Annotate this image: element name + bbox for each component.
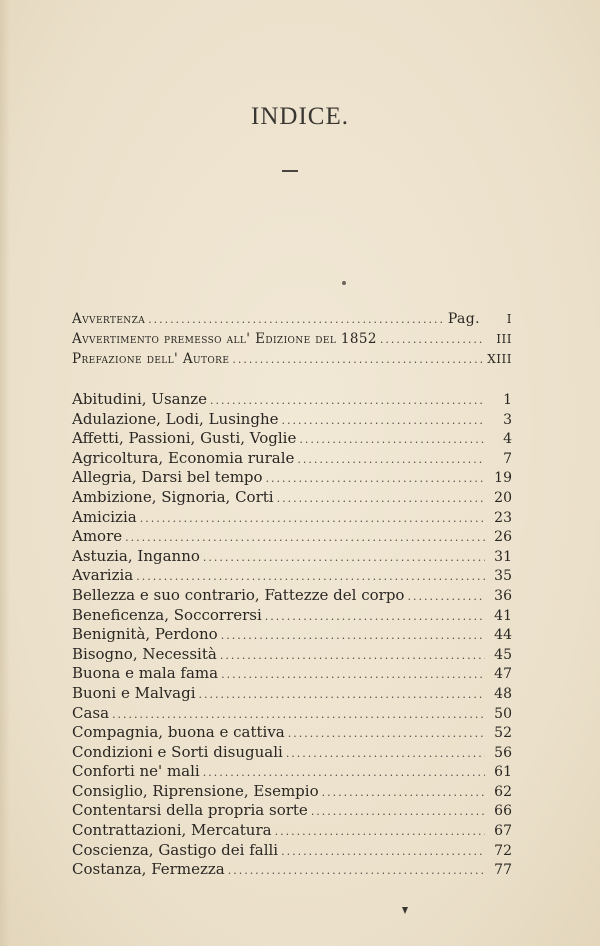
leader-dots <box>140 512 485 525</box>
leader-dots <box>281 414 485 427</box>
page-edge-shadow <box>0 0 10 946</box>
entry-label: Amicizia <box>72 507 137 526</box>
entry-label: Avarizia <box>72 566 134 585</box>
leader-dots <box>221 629 485 642</box>
index-entry <box>72 410 512 430</box>
entry-label: Ambizione, Signoria, Corti <box>72 487 274 506</box>
index-entry <box>72 821 512 841</box>
entry-label: Conforti ne' mali <box>72 762 200 781</box>
page-number: 77 <box>494 862 512 879</box>
entry-label: Abitudini, Usanze <box>72 390 208 408</box>
index-entry <box>72 390 512 410</box>
entry-label: Adulazione, Lodi, Lusinghe <box>72 409 279 428</box>
leader-dots <box>148 313 445 326</box>
index-entry <box>72 449 512 469</box>
index-entry <box>72 743 512 763</box>
index-entry <box>72 704 512 724</box>
leader-dots <box>232 353 484 366</box>
leader-dots <box>407 590 485 603</box>
front-matter-label: Avvertenza <box>72 311 146 327</box>
entry-label: Benignità, Perdono <box>72 625 218 644</box>
index-entry <box>72 625 512 645</box>
index-entry <box>72 860 512 880</box>
page-number: 36 <box>494 587 512 604</box>
index-entry <box>72 527 512 547</box>
leader-dots <box>203 766 485 779</box>
entry-label: Buona e mala fama <box>72 664 219 683</box>
leader-dots <box>380 333 485 346</box>
entry-label: Astuzia, Inganno <box>72 546 200 565</box>
front-matter-row <box>72 351 512 371</box>
front-matter-label: Prefazione dell' Autore <box>72 351 230 367</box>
entry-label: Costanza, Fermezza <box>72 860 225 879</box>
page-number: 44 <box>494 627 512 644</box>
index-entry <box>72 684 512 704</box>
page-number: 66 <box>494 803 512 820</box>
page-number: 50 <box>494 705 512 722</box>
leader-dots <box>199 688 485 701</box>
page-title: INDICE. <box>251 103 349 130</box>
index-entry <box>72 488 512 508</box>
page-number: 31 <box>494 548 512 565</box>
page-number: III <box>496 332 512 346</box>
page-number: 4 <box>503 431 512 448</box>
page-number: 1 <box>503 392 512 408</box>
leader-dots <box>228 864 485 877</box>
index-entry <box>72 782 512 802</box>
page-number: 72 <box>494 842 512 859</box>
page-number: 62 <box>494 783 512 800</box>
title-rule <box>282 170 298 172</box>
front-matter-row <box>72 311 512 331</box>
front-matter-row <box>72 331 512 351</box>
page-number: 45 <box>494 646 512 663</box>
index-entry <box>72 586 512 606</box>
page-number: 41 <box>494 607 512 624</box>
entry-label: Compagnia, buona e cattiva <box>72 723 285 742</box>
page-number: 23 <box>494 509 512 526</box>
index-entries-list <box>72 390 512 880</box>
leader-dots <box>281 845 485 858</box>
leader-dots <box>322 786 485 799</box>
index-entry <box>72 723 512 743</box>
page-number: 35 <box>494 568 512 585</box>
page-number: 52 <box>494 725 512 742</box>
leader-dots <box>112 708 485 721</box>
page-number: XIII <box>487 352 512 366</box>
entry-label: Coscienza, Gastigo dei falli <box>72 840 279 859</box>
leader-dots <box>125 531 485 544</box>
index-entry <box>72 801 512 821</box>
entry-label: Contrattazioni, Mercatura <box>72 821 272 840</box>
entry-label: Affetti, Passioni, Gusti, Voglie <box>72 429 297 448</box>
index-entry <box>72 429 512 449</box>
leader-dots <box>299 433 485 446</box>
leader-dots <box>136 570 485 583</box>
index-entry <box>72 468 512 488</box>
entry-label: Condizioni e Sorti disuguali <box>72 742 283 761</box>
index-entry <box>72 566 512 586</box>
page-number: 56 <box>494 744 512 761</box>
index-entry <box>72 508 512 528</box>
entry-label: Bisogno, Necessità <box>72 644 217 663</box>
leader-dots <box>311 805 485 818</box>
leader-dots <box>265 610 485 623</box>
entry-label: Buoni e Malvagi <box>72 683 196 702</box>
leader-dots <box>288 727 485 740</box>
page-number: I <box>506 312 512 326</box>
index-entry <box>72 645 512 665</box>
leader-dots <box>286 747 485 760</box>
page-number: 26 <box>494 529 512 546</box>
index-entry <box>72 841 512 861</box>
leader-dots <box>266 472 485 485</box>
leader-dots <box>277 492 485 505</box>
entry-label: Bellezza e suo contrario, Fattezze del corpo <box>72 585 405 604</box>
index-entry <box>72 762 512 782</box>
page-number: 20 <box>494 489 512 506</box>
page-number: 19 <box>494 470 512 487</box>
entry-label: Consiglio, Riprensione, Esempio <box>72 781 319 800</box>
leader-dots <box>210 394 485 407</box>
front-matter-label: Avvertimento premesso all' Edizione del 1852 <box>72 331 377 347</box>
page-number: 67 <box>494 823 512 840</box>
signature-mark <box>402 907 408 914</box>
entry-label: Agricoltura, Economia rurale <box>72 448 295 467</box>
leader-dots <box>297 453 485 466</box>
page-number: 3 <box>503 411 512 428</box>
pag-label: Pag. <box>447 311 480 327</box>
page-number: 47 <box>494 666 512 683</box>
entry-label: Contentarsi della propria sorte <box>72 801 308 820</box>
entry-label: Beneficenza, Soccorrersi <box>72 605 262 624</box>
leader-dots <box>275 825 485 838</box>
index-entry <box>72 606 512 626</box>
leader-dots <box>220 649 485 662</box>
entry-label: Casa <box>72 703 110 722</box>
entry-label: Allegria, Darsi bel tempo <box>72 468 263 487</box>
index-entry <box>72 664 512 684</box>
page-number: 48 <box>494 685 512 702</box>
ornament-dot <box>342 281 346 285</box>
index-entry <box>72 547 512 567</box>
page-number: 7 <box>503 450 512 467</box>
leader-dots <box>203 551 485 564</box>
leader-dots <box>221 668 485 681</box>
front-matter-list <box>72 311 512 371</box>
page-number: 61 <box>494 764 512 781</box>
entry-label: Amore <box>72 527 123 546</box>
